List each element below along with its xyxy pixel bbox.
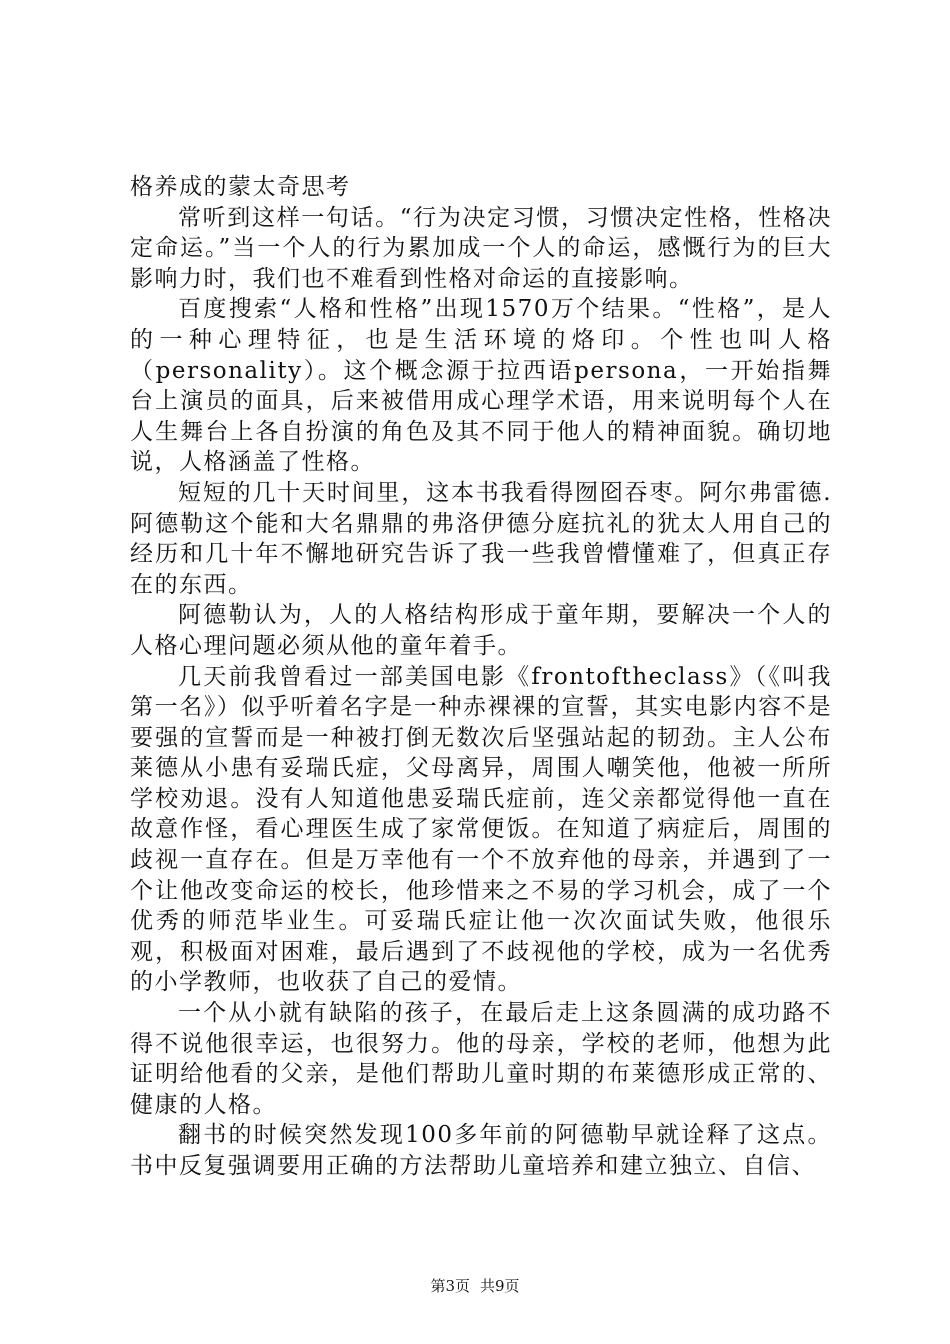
document-body (130, 172, 832, 1182)
paragraph: 翻书的时候突然发现100多年前的阿德勒早就诠释了这点。书中反复强调要用正确的方法帮助儿童培养和建立独立、自信、 (130, 1122, 832, 1179)
paragraph: 常听到这样一句话。“行为决定习惯，习惯决定性格，性格决定命运。”当一个人的行为累加成一个人的命运，感慨行为的巨大影响力时，我们也不难看到性格对命运的直接影响。 (130, 204, 832, 292)
paragraph: 一个从小就有缺陷的孩子，在最后走上这条圆满的成功路不得不说他很幸运，也很努力。他的母亲，学校的老师，他想为此证明给他看的父亲，是他们帮助儿童时期的布莱德形成正常的、健康的人格。 (130, 1000, 832, 1118)
page-number: 第3页 (430, 1277, 470, 1295)
paragraph: 短短的几十天时间里，这本书我看得囫囵吞枣。阿尔弗雷德.阿德勒这个能和大名鼎鼎的弗洛伊德分庭抗礼的犹太人用自己的经历和几十年不懈地研究告诉了我一些我曾懵懂难了，但真正存在的东西。 (130, 479, 832, 598)
document-title: 格养成的蒙太奇思考 (130, 174, 351, 200)
paragraph: 百度搜索“人格和性格”出现1570万个结果。“性格”，是人的一种心理特征，也是生活环境的烙印。个性也叫人格（personality）。这个概念源于拉西语persona，一开始指舞台上演员的面具，后来被借用成心理学术语，用来说明每个人在人生舞台上各自扮演的角色及其不同于他人的精神面貌。确切地说，人格涵盖了性格。 (130, 296, 832, 476)
paragraph: 阿德勒认为，人的人格结构形成于童年期，要解决一个人的人格心理问题必须从他的童年着手。 (130, 602, 832, 659)
paragraph: 几天前我曾看过一部美国电影《frontoftheclass》（《叫我第一名》）似乎听着名字是一种赤裸裸的宣誓，其实电影内容不是要强的宣誓而是一种被打倒无数次后坚强站起的韧劲。主人公布莱德从小患有妥瑞氏症，父母离异，周围人嘲笑他，他被一所所学校劝退。没有人知道他患妥瑞氏症前，连父亲都觉得他一直在故意作怪，看心理医生成了家常便饭。在知道了病症后，周围的歧视一直存在。但是万幸他有一个不放弃他的母亲，并遇到了一个让他改变命运的校长，他珍惜来之不易的学习机会，成了一个优秀的师范毕业生。可妥瑞氏症让他一次次面试失败，他很乐观，积极面对困难，最后遇到了不歧视他的学校，成为一名优秀的小学教师，也收获了自己的爱情。 (130, 663, 832, 996)
page-total: 共9页 (480, 1277, 520, 1295)
page-footer (0, 1275, 950, 1296)
